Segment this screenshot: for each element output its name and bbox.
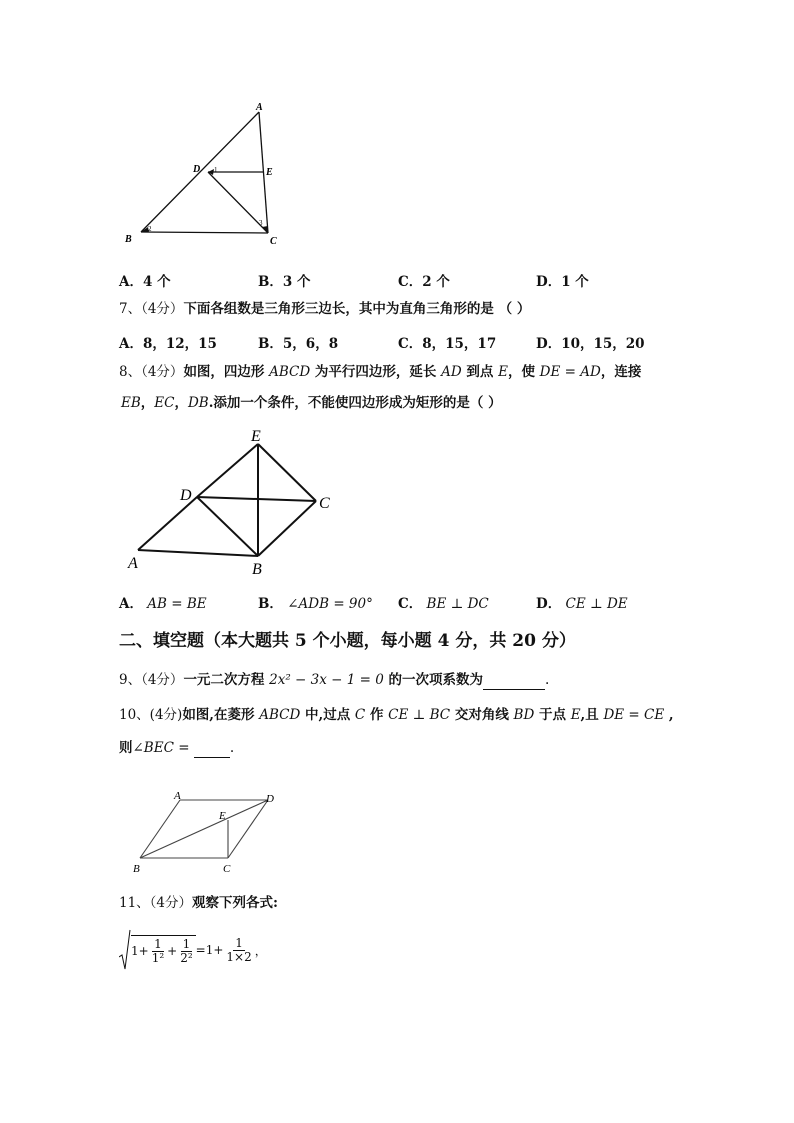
q10-stem-line2 bbox=[119, 739, 234, 758]
q10-text: 交对角线 bbox=[450, 707, 514, 723]
q8-text: ，使 bbox=[507, 364, 540, 380]
q9-equation: 2x² − 3x − 1 = 0 bbox=[269, 672, 384, 688]
q8-label-D: D bbox=[180, 487, 192, 504]
q11-prefix: 11、（4分） bbox=[119, 895, 193, 911]
q8-math: DB bbox=[187, 395, 209, 411]
sqrt-radical-icon bbox=[119, 929, 131, 971]
q7-option-d: D．10，15，20 bbox=[536, 336, 645, 352]
fraction-numerator: 1 bbox=[182, 936, 191, 951]
q10-text: ,且 bbox=[580, 707, 604, 723]
q10-math: BD bbox=[513, 707, 535, 723]
q7-prefix: 7、（4分） bbox=[119, 301, 184, 317]
q10-prefix: 10、(4分) bbox=[119, 707, 183, 723]
q6-label-B: B bbox=[125, 234, 132, 245]
q8-label-B: B bbox=[252, 561, 262, 578]
q6-label-E: E bbox=[266, 167, 273, 178]
fraction-denominator: 1×2 bbox=[226, 949, 252, 964]
q11-fraction bbox=[178, 938, 194, 965]
q8-option-expr: CE ⊥ DE bbox=[565, 596, 628, 612]
q11-term: =1+ bbox=[195, 943, 224, 957]
q6-angle-1: 1 bbox=[214, 166, 218, 174]
q10-text: , bbox=[664, 707, 674, 723]
q10-label-C: C bbox=[223, 863, 231, 875]
q9-text: 的一次项系数为 bbox=[383, 672, 484, 688]
q7-option-a: A．8，12，15 bbox=[119, 336, 217, 352]
q6-label-C: C bbox=[270, 236, 277, 247]
q8-text: 为平行四边形，延长 bbox=[310, 364, 442, 380]
q8-math: EC bbox=[154, 395, 175, 411]
q9-prefix: 9、（4分） bbox=[119, 672, 184, 688]
q8-text: .添加一个条件，不能使四边形成为矩形的是（ ） bbox=[208, 395, 502, 411]
q11-term: 1+ bbox=[131, 944, 149, 958]
q8-option-expr: AB = BE bbox=[147, 596, 207, 612]
q10-text: 中,过点 bbox=[300, 707, 355, 723]
q6-label-D: D bbox=[193, 164, 201, 175]
q6-label-A: A bbox=[256, 102, 263, 113]
q8-option-a bbox=[119, 592, 207, 612]
q10-stem-line1 bbox=[119, 706, 674, 724]
q6-option-d: D．1 个 bbox=[536, 274, 589, 290]
fraction-numerator: 1 bbox=[154, 936, 162, 951]
q10-math: ∠BEC = bbox=[132, 740, 190, 756]
q8-option-c bbox=[398, 592, 489, 612]
fraction-denominator: 1² bbox=[151, 950, 165, 965]
q11-formula bbox=[119, 928, 267, 972]
q8-option-expr: BE ⊥ DC bbox=[426, 596, 489, 612]
q10-math: DE = CE bbox=[603, 707, 665, 723]
q8-text: ， bbox=[140, 395, 155, 411]
q10-label-B: B bbox=[133, 863, 140, 875]
q8-label-E: E bbox=[251, 428, 261, 445]
q10-label-E: E bbox=[219, 810, 226, 822]
q11-term: + bbox=[167, 944, 178, 958]
q8-option-letter: D． bbox=[536, 596, 562, 612]
q8-option-d bbox=[536, 592, 628, 612]
q11-term: ， bbox=[254, 943, 267, 958]
q8-option-letter: C． bbox=[398, 596, 423, 612]
q10-math: C bbox=[354, 707, 366, 723]
q6-angle-3: 3 bbox=[259, 219, 263, 227]
q9-text: 一元二次方程 bbox=[183, 672, 270, 688]
q10-math: CE ⊥ BC bbox=[388, 707, 451, 723]
q8-label-A: A bbox=[128, 555, 138, 572]
q7-option-c: C．8，15，17 bbox=[398, 336, 497, 352]
q8-math: EB bbox=[121, 395, 141, 411]
q11-text: 观察下列各式: bbox=[192, 895, 279, 911]
q8-text: 到点 bbox=[461, 364, 499, 380]
q10-text: 如图,在菱形 bbox=[182, 707, 260, 723]
q6-option-c: C．2 个 bbox=[398, 274, 450, 290]
q10-text: 作 bbox=[365, 707, 389, 723]
q8-figure bbox=[122, 422, 342, 580]
q6-option-b: B．3 个 bbox=[258, 274, 311, 290]
q8-stem-line1 bbox=[119, 363, 641, 381]
q11-fraction bbox=[224, 937, 253, 964]
q6-option-a: A．4 个 bbox=[119, 274, 171, 290]
q10-text: 则 bbox=[119, 740, 133, 756]
q8-option-expr: ∠ADB = 90° bbox=[287, 596, 373, 612]
q9-end: . bbox=[545, 672, 550, 688]
q8-text: ， bbox=[174, 395, 188, 411]
q8-text: 如图，四边形 bbox=[183, 364, 270, 380]
q9-stem bbox=[119, 671, 549, 690]
q8-text: ，连接 bbox=[600, 364, 642, 380]
q6-angle-2: 2 bbox=[148, 225, 152, 233]
q10-math: ABCD bbox=[259, 707, 301, 723]
q8-math: ABCD bbox=[269, 364, 311, 380]
q10-text: 于点 bbox=[534, 707, 571, 723]
q8-math: AD bbox=[441, 364, 462, 380]
q11-fraction bbox=[150, 938, 166, 965]
q10-answer-blank[interactable] bbox=[194, 739, 230, 758]
q8-math: DE = AD bbox=[539, 364, 601, 380]
q8-math: E bbox=[498, 364, 508, 380]
fraction-denominator: 2² bbox=[180, 950, 193, 965]
section-heading: 二、填空题（本大题共 5 个小题，每小题 4 分，共 20 分） bbox=[119, 631, 576, 651]
q10-label-A: A bbox=[174, 790, 181, 802]
q8-option-letter: B． bbox=[258, 596, 283, 612]
q11-stem bbox=[119, 894, 278, 912]
q8-option-b bbox=[258, 592, 373, 612]
q10-figure bbox=[128, 788, 288, 880]
q8-prefix: 8、（4分） bbox=[119, 364, 184, 380]
q10-math: E bbox=[570, 707, 581, 723]
fraction-numerator: 1 bbox=[235, 935, 243, 950]
q7-option-b: B．5，6，8 bbox=[258, 336, 339, 352]
q8-stem-line2 bbox=[121, 394, 502, 412]
q7-stem bbox=[119, 300, 530, 318]
q6-figure bbox=[118, 100, 298, 250]
q11-radicand bbox=[131, 935, 196, 965]
q8-option-letter: A． bbox=[119, 596, 143, 612]
q7-text: 下面各组数是三角形三边长，其中为直角三角形的是 （ ） bbox=[183, 301, 531, 317]
q9-answer-blank[interactable] bbox=[483, 671, 545, 690]
q10-end: . bbox=[229, 740, 235, 756]
q8-label-C: C bbox=[319, 495, 330, 512]
q10-label-D: D bbox=[266, 793, 274, 805]
